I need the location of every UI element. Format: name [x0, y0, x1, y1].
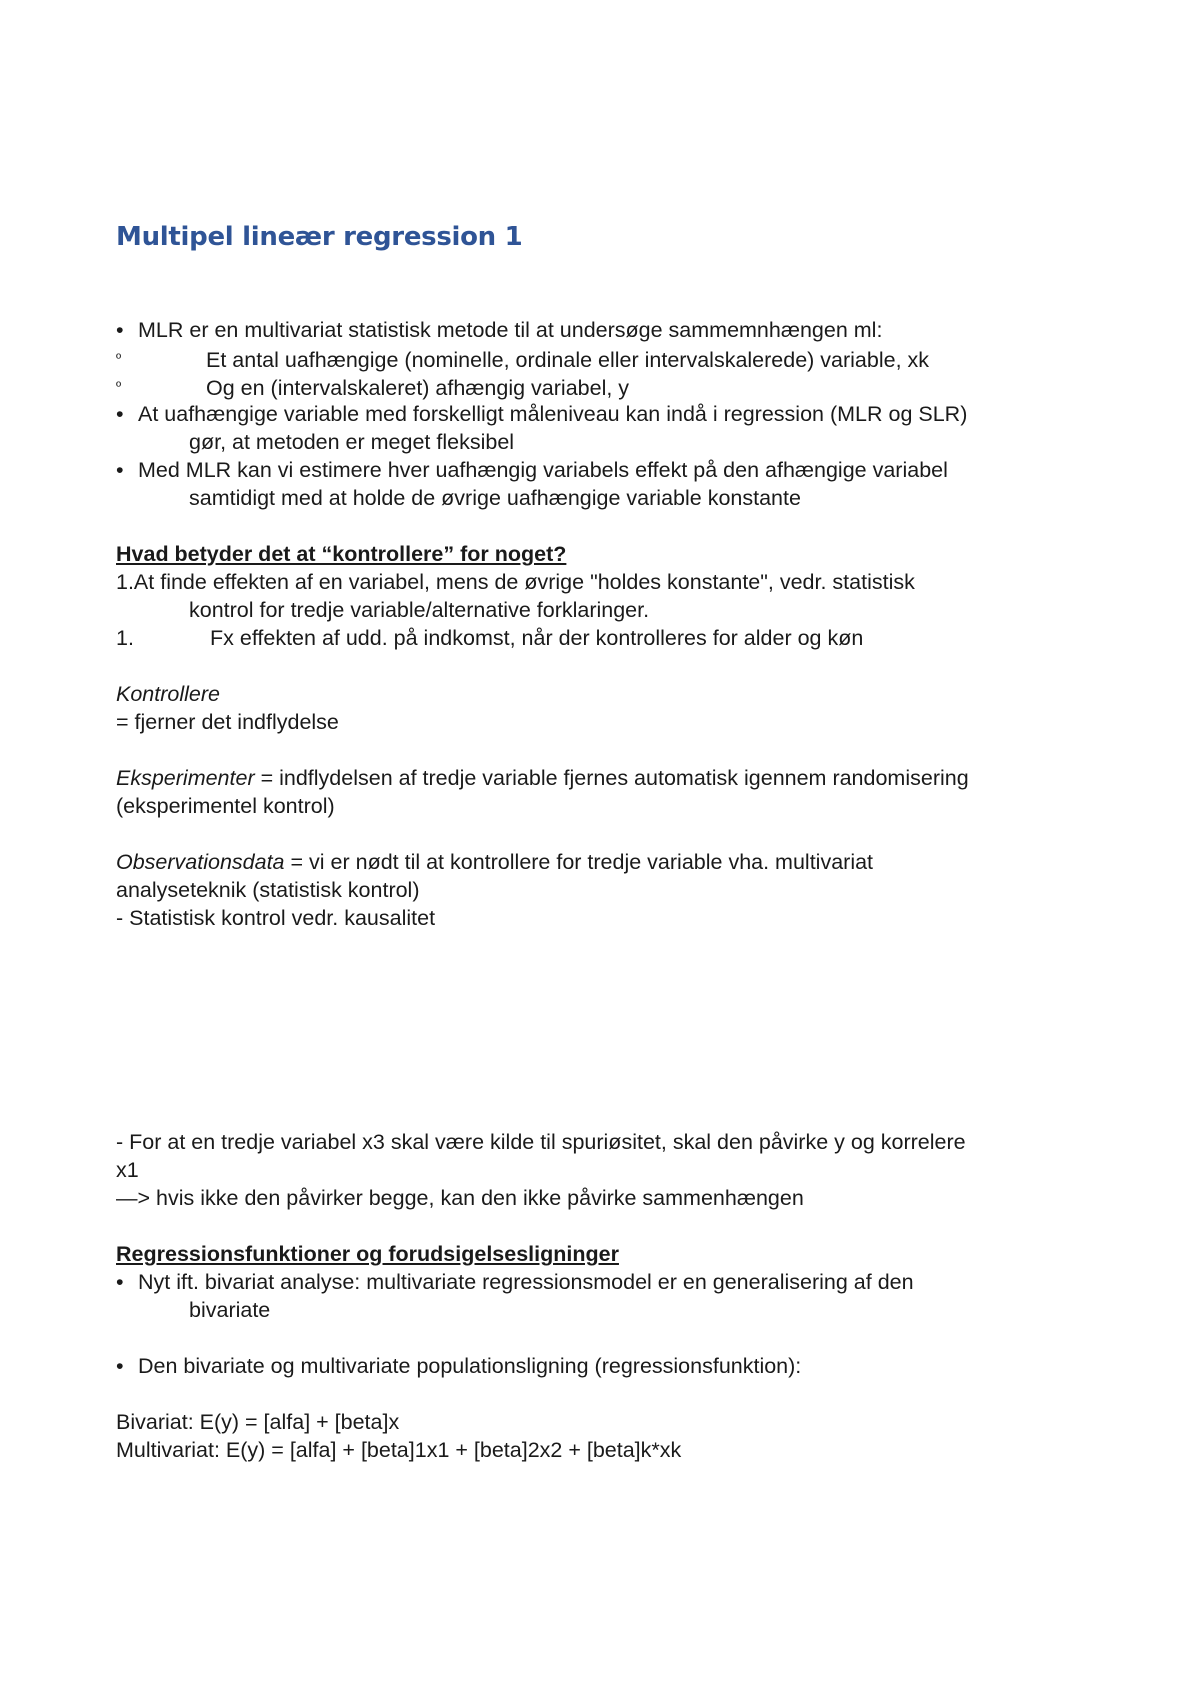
section-heading: Hvad betyder det at “kontrollere” for noget?: [116, 542, 567, 566]
sub-bullet-item: º Et antal uafhængige (nominelle, ordinale eller intervalskalerede) variable, xk: [116, 344, 929, 374]
numbered-item: 1.At finde effekten af en variabel, mens de øvrige "holdes konstante", vedr. statistisk: [116, 570, 915, 594]
sub-bullet-glyph: º: [116, 378, 122, 394]
bullet-glyph: •: [116, 402, 124, 426]
bullet-item: • MLR er en multivariat statistisk metode til at undersøge sammemnhængen ml:: [116, 318, 883, 342]
term-observationsdata: Observationsdata: [116, 850, 285, 874]
item-number: 1.: [116, 626, 134, 650]
sub-bullet-item: º Og en (intervalskaleret) afhængig variabel, y: [116, 372, 629, 402]
dash-item: - For at en tredje variabel x3 skal være kilde til spuriøsitet, skal den påvirke y og korrelere: [116, 1130, 966, 1154]
dash-item-continuation: x1: [116, 1158, 139, 1182]
arrow-item: —> hvis ikke den påvirker begge, kan den ikke påvirke sammenhængen: [116, 1186, 804, 1210]
section-heading: Regressionsfunktioner og forudsigelsesligninger: [116, 1242, 619, 1266]
bullet-continuation: gør, at metoden er meget fleksibel: [189, 430, 515, 454]
equation-bivariat: Bivariat: E(y) = [alfa] + [beta]x: [116, 1410, 400, 1434]
bullet-glyph: •: [116, 1354, 124, 1378]
definition-continuation: analyseteknik (statistisk kontrol): [116, 878, 420, 902]
term-eksperimenter: Eksperimenter: [116, 766, 255, 790]
page-title: Multipel lineær regression 1: [116, 222, 523, 252]
definition-continuation: (eksperimentel kontrol): [116, 794, 335, 818]
bullet-item: • Med MLR kan vi estimere hver uafhængig variabels effekt på den afhængige variabel: [116, 458, 948, 482]
term-kontrollere: Kontrollere: [116, 682, 220, 706]
bullet-item: • At uafhængige variable med forskelligt måleniveau kan indå i regression (MLR og SLR): [116, 402, 968, 426]
bullet-continuation: bivariate: [189, 1298, 271, 1322]
definition-eksperimenter: Eksperimenter = indflydelsen af tredje variable fjernes automatisk igennem randomisering: [116, 766, 969, 790]
bullet-glyph: •: [116, 1270, 124, 1294]
dash-item: - Statistisk kontrol vedr. kausalitet: [116, 906, 436, 930]
sub-bullet-glyph: º: [116, 350, 122, 366]
bullet-item: • Nyt ift. bivariat analyse: multivariate regressionsmodel er en generalisering af den: [116, 1270, 914, 1294]
definition-observationsdata: Observationsdata = vi er nødt til at kontrollere for tredje variable vha. multivariat: [116, 850, 874, 874]
bullet-item: • Den bivariate og multivariate populationsligning (regressionsfunktion):: [116, 1354, 802, 1378]
numbered-item: 1. Fx effekten af udd. på indkomst, når der kontrolleres for alder og køn: [116, 626, 864, 650]
equation-multivariat: Multivariat: E(y) = [alfa] + [beta]1x1 + [beta]2x2 + [beta]k*xk: [116, 1438, 682, 1462]
definition-kontrollere: = fjerner det indflydelse: [116, 710, 339, 734]
bullet-glyph: •: [116, 318, 124, 342]
numbered-item-continuation: kontrol for tredje variable/alternative forklaringer.: [189, 598, 650, 622]
bullet-glyph: •: [116, 458, 124, 482]
bullet-continuation: samtidigt med at holde de øvrige uafhængige variable konstante: [189, 486, 801, 510]
